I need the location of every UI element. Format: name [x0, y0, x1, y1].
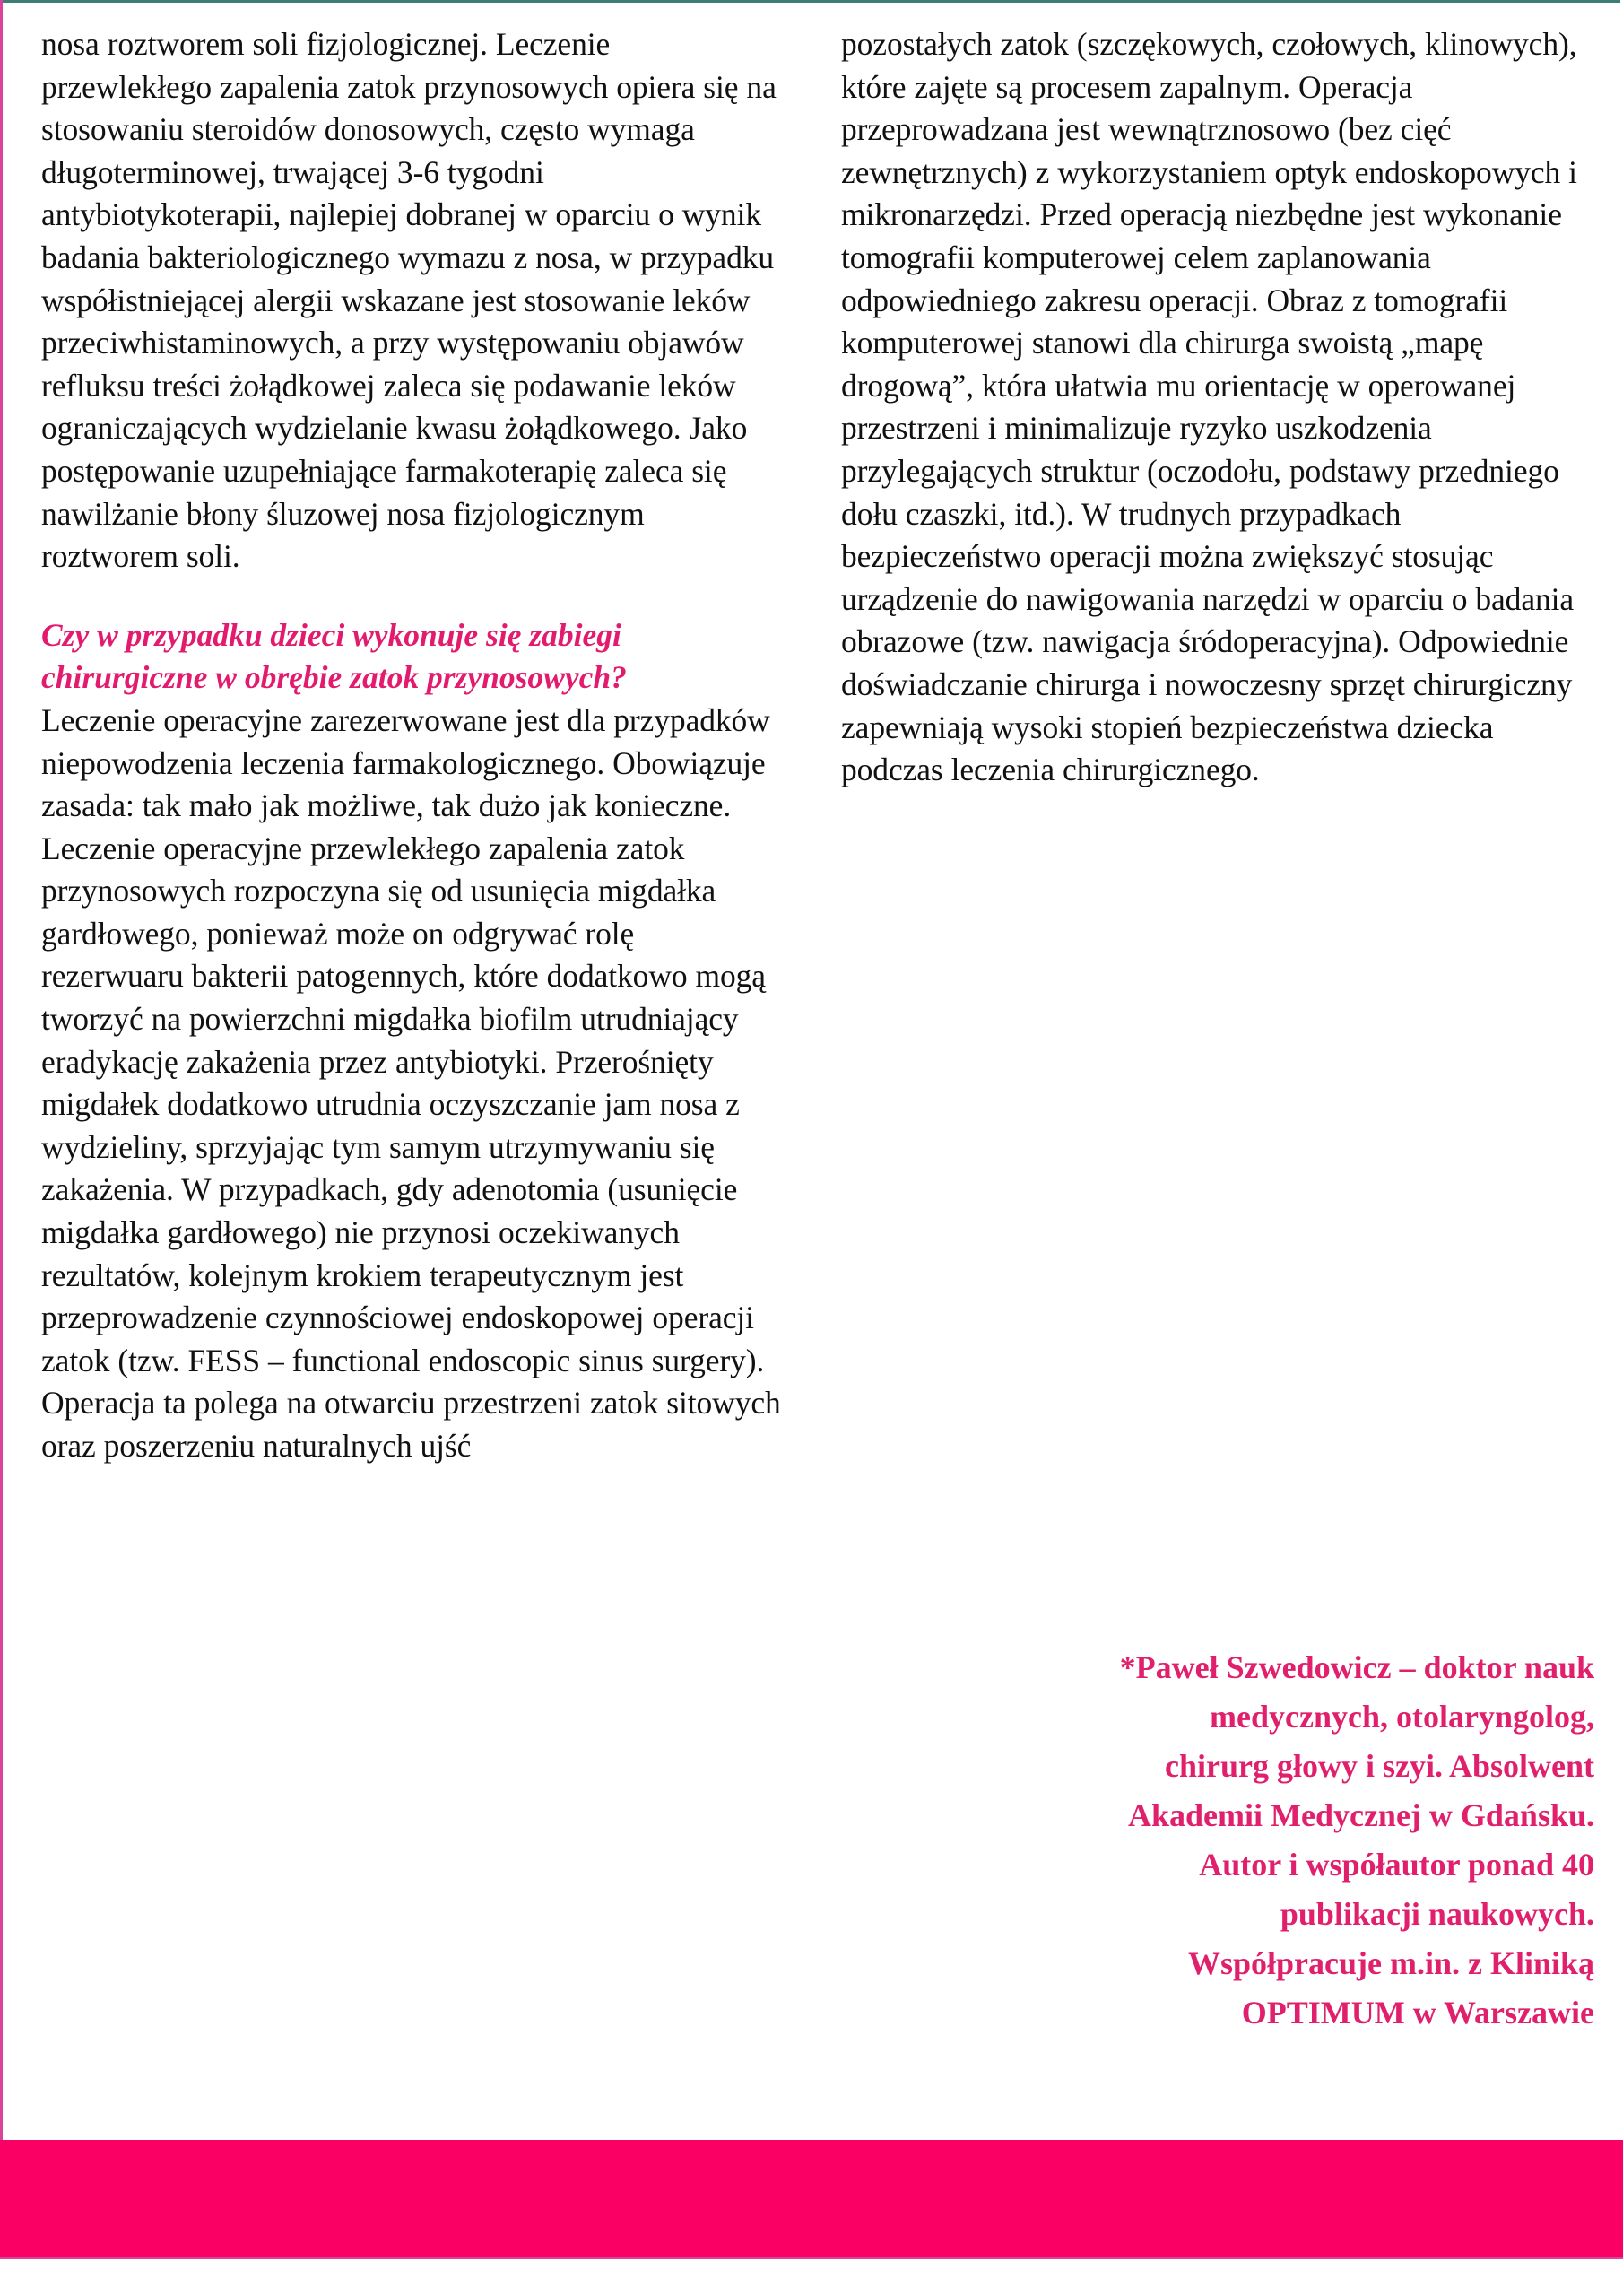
author-bio-line: chirurg głowy i szyi. Absolwent — [1164, 1748, 1594, 1784]
author-bio-line: OPTIMUM w Warszawie — [1241, 1995, 1594, 2031]
question-heading: Czy w przypadku dzieci wykonuje się zabiegi chirurgiczne w obrębie zatok przynosowych? — [41, 616, 627, 696]
two-column-layout — [41, 23, 1584, 1468]
right-column — [841, 23, 1584, 1468]
bottom-white-margin — [0, 2259, 1623, 2296]
author-bio-line: Autor i współautor ponad 40 — [1199, 1847, 1594, 1883]
left-column-paragraph-1: nosa roztworem soli fizjologicznej. Leczenie przewlekłego zapalenia zatok przynosowych opiera się na stosowaniu steroidów donosowych, często wymaga długoterminowej, trwającej 3-6 tygodni antybiotykoterapii, najlepiej dobranej w oparciu o wynik badania bakteriologicznego wymazu z nosa, w przypadku współistniejącej alergii wskazane jest stosowanie leków przeciwhistaminowych, a przy występowaniu objawów refluksu treści żołądkowej zaleca się podawanie leków ograniczających wydzielanie kwasu żołądkowego. Jako postępowanie uzupełniające farmakoterapię zaleca się nawilżanie błony śluzowej nosa fizjologicznym roztworem soli. — [41, 26, 777, 575]
left-column-paragraph-2: Leczenie operacyjne zarezerwowane jest dla przypadków niepowodzenia leczenia farmakologicznego. Obowiązuje zasada: tak mało jak możliwe, tak dużo jak konieczne. Leczenie operacyjne przewlekłego zapalenia zatok przynosowych rozpoczyna się od usunięcia migdałka gardłowego, ponieważ może on odgrywać rolę rezerwuaru bakterii patogennych, które dodatkowo mogą tworzyć na powierzchni migdałka biofilm utrudniający eradykację zakażenia przez antybiotyki. Przerośnięty migdałek dodatkowo utrudnia oczyszczanie jam nosa z wydzieliny, sprzyjając tym samym utrzymywaniu się zakażenia. W przypadkach, gdy adenotomia (usunięcie migdałka gardłowego) nie przynosi oczekiwanych rezultatów, kolejnym krokiem terapeutycznym jest przeprowadzenie czynnościowej endoskopowej operacji zatok (tzw. FESS – functional endoscopic sinus surgery). Operacja ta polega na otwarciu przestrzeni zatok sitowych oraz poszerzeniu naturalnych ujść — [41, 701, 781, 1464]
right-column-paragraph-1: pozostałych zatok (szczękowych, czołowych, klinowych), które zajęte są procesem zapalnym. Operacja przeprowadzana jest wewnątrznosowo (bez cięć zewnętrznych) z wykorzystaniem optyk endoskopowych i mikronarzędzi. Przed operacją niezbędne jest wykonanie tomografii komputerowej celem zaplanowania odpowiedniego zakresu operacji. Obraz z tomografii komputerowej stanowi dla chirurga swoistą „mapę drogową”, która ułatwia mu orientację w operowanej przestrzeni i minimalizuje ryzyko uszkodzenia przylegających struktur (oczodołu, podstawy przedniego dołu czaszki, itd.). W trudnych przypadkach bezpieczeństwo operacji można zwiększyć stosując urządzenie do nawigowania narzędzi w oparciu o badania obrazowe (tzw. nawigacja śródoperacyjna). Odpowiednie doświadczanie chirurga i nowoczesny sprzęt chirurgiczny zapewniają wysoki stopień bezpieczeństwa dziecka podczas leczenia chirurgicznego. — [841, 26, 1577, 788]
author-bio-line: Akademii Medycznej w Gdańsku. — [1127, 1797, 1594, 1833]
author-bio-note — [848, 1643, 1594, 2038]
bottom-pink-bar — [0, 2140, 1623, 2257]
author-bio-line: publikacji naukowych. — [1280, 1896, 1594, 1932]
left-column — [41, 23, 784, 1468]
author-bio-line: medycznych, otolaryngolog, — [1210, 1699, 1594, 1735]
left-edge-rule-decoration — [0, 0, 3, 2296]
author-bio-line: *Paweł Szwedowicz – doktor nauk — [1119, 1649, 1594, 1685]
top-rule-decoration — [0, 0, 1623, 3]
author-bio-line: Współpracuje m.in. z Kliniką — [1187, 1945, 1594, 1981]
